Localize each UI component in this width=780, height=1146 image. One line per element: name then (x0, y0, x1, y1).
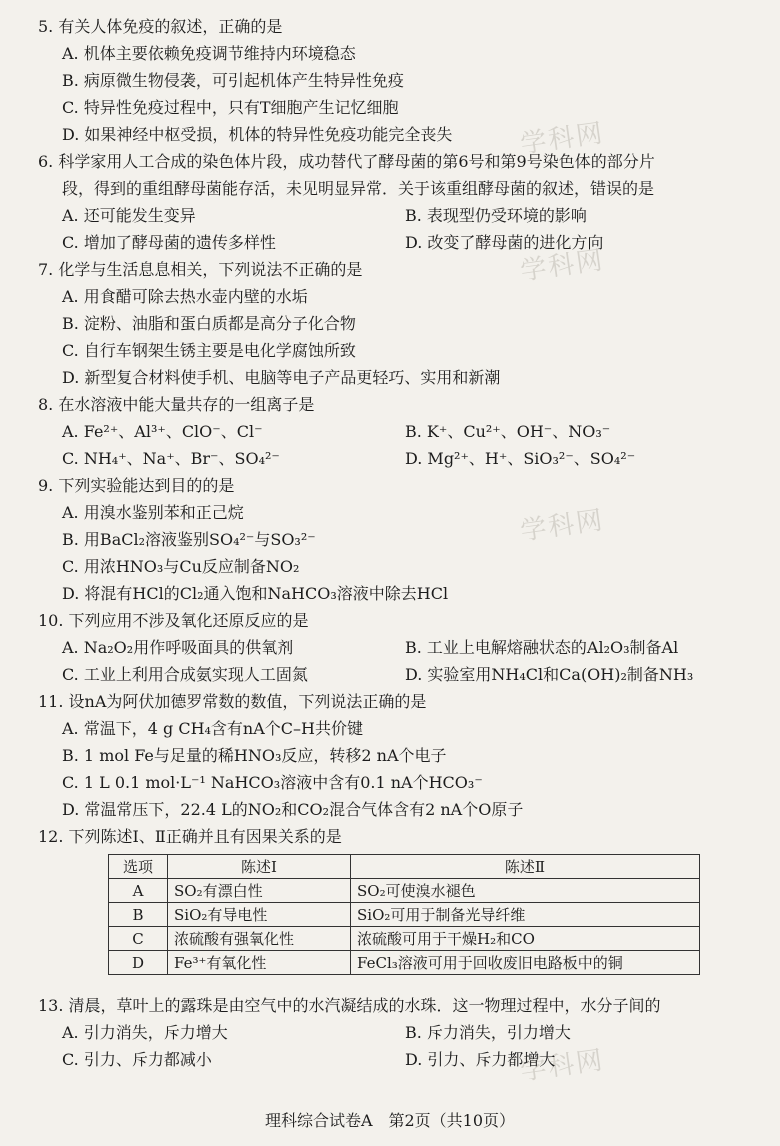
table-header-cell: 选项 (109, 855, 168, 879)
table-row (109, 903, 700, 927)
question-12-stem: 12. 下列陈述Ⅰ、Ⅱ正确并且有因果关系的是 (38, 827, 342, 846)
table-cell: B (109, 903, 168, 927)
question-13-option-d: D. 引力、斥力都增大 (405, 1050, 556, 1069)
question-6-option-c: C. 增加了酵母菌的遗传多样性 (62, 233, 276, 252)
question-11-option-b: B. 1 mol Fe与足量的稀HNO₃反应，转移2 nA个电子 (62, 746, 447, 765)
question-6-option-a: A. 还可能发生变异 (62, 206, 196, 225)
table-cell: SO₂有漂白性 (168, 879, 351, 903)
table-header-cell: 陈述Ⅱ (351, 855, 700, 879)
question-9-option-a: A. 用溴水鉴别苯和正己烷 (62, 503, 244, 522)
question-12-table (108, 854, 700, 975)
question-11-stem: 11. 设nA为阿伏加德罗常数的数值，下列说法正确的是 (38, 692, 427, 711)
question-9-option-d: D. 将混有HCl的Cl₂通入饱和NaHCO₃溶液中除去HCl (62, 584, 449, 603)
table-cell: Fe³⁺有氧化性 (168, 951, 351, 975)
question-13-option-c: C. 引力、斥力都减小 (62, 1050, 212, 1069)
table-cell: C (109, 927, 168, 951)
question-11-option-d: D. 常温常压下，22.4 L的NO₂和CO₂混合气体含有2 nA个O原子 (62, 800, 524, 819)
question-7-option-a: A. 用食醋可除去热水壶内壁的水垢 (62, 287, 308, 306)
table-header-row (109, 855, 700, 879)
table-cell: D (109, 951, 168, 975)
watermark: 学科网 (518, 1045, 607, 1087)
question-13-stem: 13. 清晨，草叶上的露珠是由空气中的水汽凝结成的水珠．这一物理过程中，水分子间的 (38, 996, 661, 1015)
question-11-option-c: C. 1 L 0.1 mol·L⁻¹ NaHCO₃溶液中含有0.1 nA个HCO₃⁻ (62, 773, 483, 792)
question-5-option-b: B. 病原微生物侵袭，可引起机体产生特异性免疫 (62, 71, 404, 90)
table-cell: SO₂可使溴水褪色 (351, 879, 700, 903)
table-cell: 浓硫酸有强氧化性 (168, 927, 351, 951)
question-10-option-c: C. 工业上利用合成氨实现人工固氮 (62, 665, 308, 684)
question-6-option-b: B. 表现型仍受环境的影响 (405, 206, 587, 225)
question-5-option-a: A. 机体主要依赖免疫调节维持内环境稳态 (62, 44, 356, 63)
question-8-option-a: A. Fe²⁺、Al³⁺、ClO⁻、Cl⁻ (62, 422, 263, 441)
question-9-stem: 9. 下列实验能达到目的的是 (38, 476, 235, 495)
question-6-stem-line1: 6. 科学家用人工合成的染色体片段，成功替代了酵母菌的第6号和第9号染色体的部分片 (38, 152, 655, 171)
table-cell: 浓硫酸可用于干燥H₂和CO (351, 927, 700, 951)
question-5-option-c: C. 特异性免疫过程中，只有T细胞产生记忆细胞 (62, 98, 399, 117)
table-row (109, 879, 700, 903)
question-7-stem: 7. 化学与生活息息相关，下列说法不正确的是 (38, 260, 363, 279)
question-7-option-c: C. 自行车钢架生锈主要是电化学腐蚀所致 (62, 341, 356, 360)
table-header-cell: 陈述Ⅰ (168, 855, 351, 879)
question-11-option-a: A. 常温下，4 g CH₄含有nA个C–H共价键 (62, 719, 363, 738)
table-cell: SiO₂有导电性 (168, 903, 351, 927)
question-9-option-b: B. 用BaCl₂溶液鉴别SO₄²⁻与SO₃²⁻ (62, 530, 316, 549)
question-10-option-b: B. 工业上电解熔融状态的Al₂O₃制备Al (405, 638, 679, 657)
question-6-stem-line2: 段，得到的重组酵母菌能存活，未见明显异常．关于该重组酵母菌的叙述，错误的是 (62, 179, 655, 198)
table-cell: SiO₂可用于制备光导纤维 (351, 903, 700, 927)
watermark: 学科网 (518, 245, 607, 287)
question-13-option-b: B. 斥力消失，引力增大 (405, 1023, 571, 1042)
question-10-option-d: D. 实验室用NH₄Cl和Ca(OH)₂制备NH₃ (405, 665, 694, 684)
table-cell: FeCl₃溶液可用于回收废旧电路板中的铜 (351, 951, 700, 975)
question-5-option-d: D. 如果神经中枢受损，机体的特异性免疫功能完全丧失 (62, 125, 453, 144)
question-10-stem: 10. 下列应用不涉及氧化还原反应的是 (38, 611, 309, 630)
question-5-stem: 5. 有关人体免疫的叙述，正确的是 (38, 17, 283, 36)
table-row (109, 951, 700, 975)
table-cell: A (109, 879, 168, 903)
question-9-option-c: C. 用浓HNO₃与Cu反应制备NO₂ (62, 557, 300, 576)
table-row (109, 927, 700, 951)
watermark: 学科网 (518, 118, 607, 160)
question-8-option-b: B. K⁺、Cu²⁺、OH⁻、NO₃⁻ (405, 422, 611, 441)
question-10-option-a: A. Na₂O₂用作呼吸面具的供氧剂 (62, 638, 294, 657)
question-7-option-d: D. 新型复合材料使手机、电脑等电子产品更轻巧、实用和新潮 (62, 368, 501, 387)
question-8-option-d: D. Mg²⁺、H⁺、SiO₃²⁻、SO₄²⁻ (405, 449, 636, 468)
question-7-option-b: B. 淀粉、油脂和蛋白质都是高分子化合物 (62, 314, 356, 333)
page-footer: 理科综合试卷A 第2页（共10页） (264, 1111, 516, 1130)
question-8-stem: 8. 在水溶液中能大量共存的一组离子是 (38, 395, 315, 414)
question-8-option-c: C. NH₄⁺、Na⁺、Br⁻、SO₄²⁻ (62, 449, 280, 468)
question-6-option-d: D. 改变了酵母菌的进化方向 (405, 233, 604, 252)
watermark: 学科网 (518, 505, 607, 547)
question-13-option-a: A. 引力消失，斥力增大 (62, 1023, 228, 1042)
